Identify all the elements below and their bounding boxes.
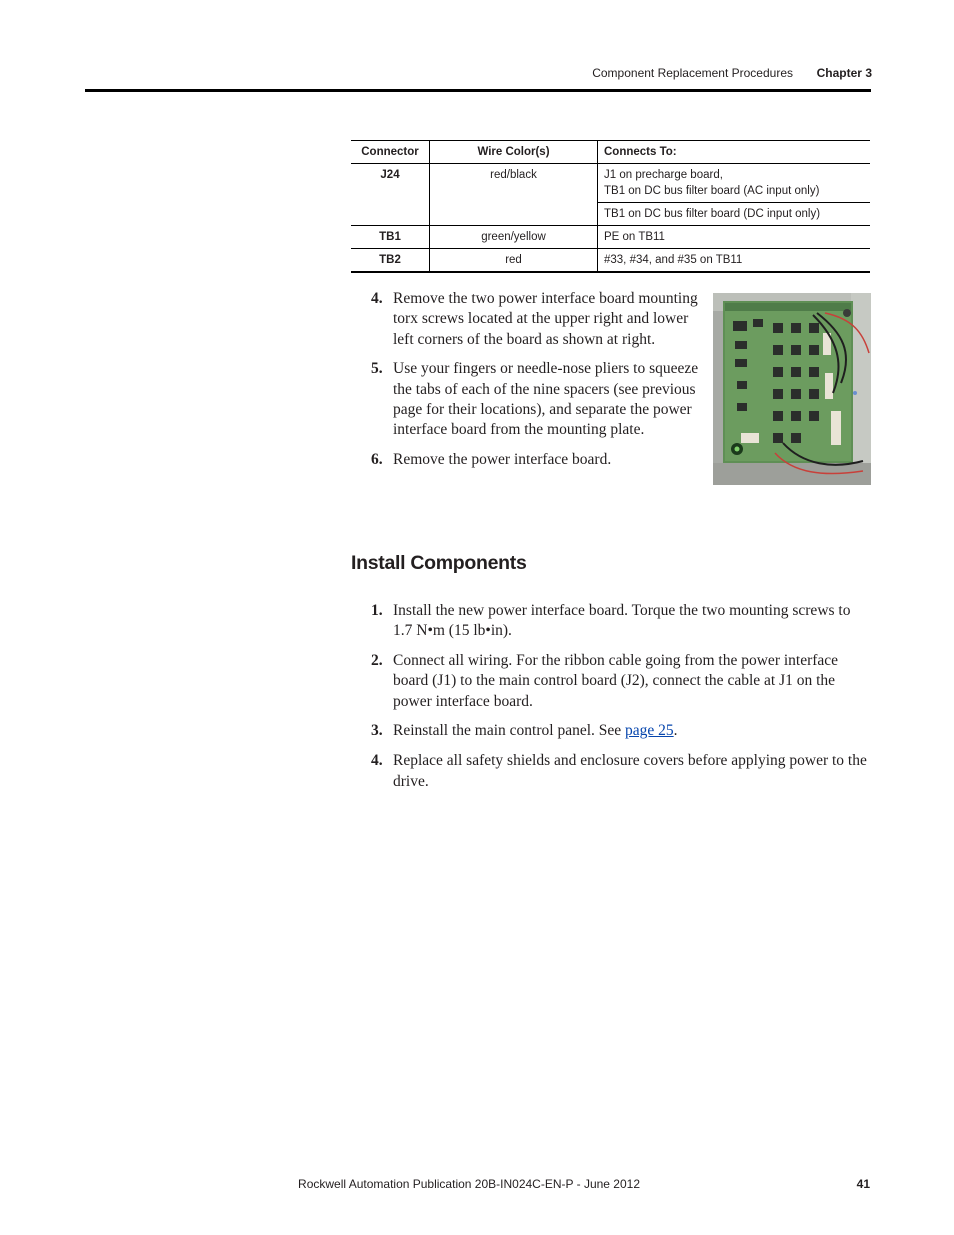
step-text: Connect all wiring. For the ribbon cable going from the power interface board (J1) to the main control board (J2), connect the cable at J1 on the power interface board.	[393, 652, 839, 710]
list-item	[351, 651, 873, 712]
step-number: 4.	[371, 290, 383, 307]
step-number: 1.	[371, 602, 383, 619]
list-item	[351, 601, 873, 642]
table-header-row	[351, 141, 870, 164]
step-text: Remove the two power interface board mounting torx screws located at the upper right and lower left corners of the board as shown at right.	[393, 290, 698, 348]
cell-connects-to	[598, 164, 871, 203]
cell-connects-to-line: J1 on precharge board,	[604, 169, 723, 181]
running-header-section: Component Replacement Procedures	[592, 66, 793, 80]
cell-connects-to: TB1 on DC bus filter board (DC input only)	[598, 203, 871, 226]
cell-connector: TB2	[351, 249, 430, 273]
step-number: 2.	[371, 652, 383, 670]
list-item	[351, 359, 701, 440]
page-25-link[interactable]: page 25	[625, 722, 674, 740]
step-text: Install the new power interface board. Torque the two mounting screws to 1.7 N•m (15 lb•in).	[393, 602, 851, 640]
list-item	[351, 289, 701, 350]
column-header-connector: Connector	[351, 141, 430, 164]
table-row	[351, 226, 870, 249]
connector-table	[351, 140, 870, 273]
table-row	[351, 164, 870, 203]
step-text: Use your fingers or needle-nose pliers to squeeze the tabs of each of the nine spacers (see previous page for their locations), and separate the power interface board from the mounting plate.	[393, 360, 699, 439]
list-item	[351, 450, 701, 470]
cell-connects-to-line: TB1 on DC bus filter board (AC input only)	[604, 185, 820, 197]
step-text-before-link: Reinstall the main control panel. See	[393, 722, 626, 740]
removal-steps-list	[351, 289, 701, 480]
cell-connects-to: #33, #34, and #35 on TB11	[598, 249, 871, 273]
section-title-install-components: Install Components	[351, 552, 527, 574]
cell-connector: TB1	[351, 226, 430, 249]
step-text	[393, 722, 678, 739]
cell-wire-color: green/yellow	[430, 226, 598, 249]
step-text-after-link: .	[673, 722, 678, 740]
cell-connects-to: PE on TB11	[598, 226, 871, 249]
header-rule	[85, 89, 871, 92]
install-steps-list	[351, 601, 873, 801]
page-number: 41	[856, 1177, 870, 1191]
running-header-chapter: Chapter 3	[816, 66, 872, 80]
list-item	[351, 751, 873, 792]
cell-wire-color: red/black	[430, 164, 598, 226]
step-text: Replace all safety shields and enclosure covers before applying power to the drive.	[393, 752, 867, 790]
step-number: 3.	[371, 722, 383, 740]
column-header-wire-colors: Wire Color(s)	[430, 141, 598, 164]
step-number: 6.	[371, 451, 383, 469]
step-text: Remove the power interface board.	[393, 451, 612, 469]
column-header-connects-to: Connects To:	[598, 141, 871, 164]
cell-wire-color: red	[430, 249, 598, 273]
power-interface-board-photo	[713, 293, 871, 485]
list-item	[351, 721, 873, 741]
footer-publication: Rockwell Automation Publication 20B-IN024C-EN-P - June 2012	[298, 1177, 640, 1191]
table-row	[351, 249, 870, 273]
step-number: 5.	[371, 360, 383, 378]
cell-connector: J24	[351, 164, 430, 226]
step-number: 4.	[371, 752, 383, 770]
